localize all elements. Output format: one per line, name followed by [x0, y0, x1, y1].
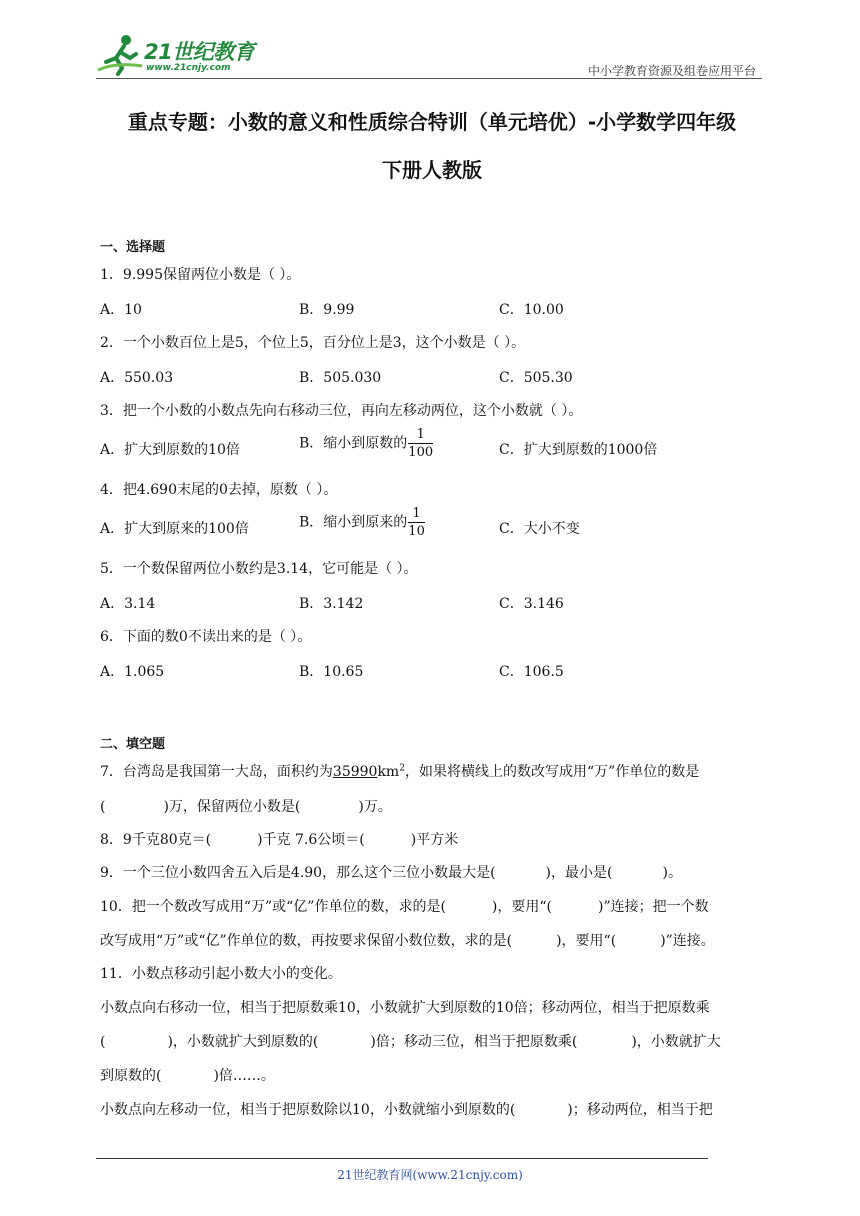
question-2-option-a: A．550.03 — [100, 370, 174, 386]
text: 改写成用“万”或“亿”作单位的数，再按要求保留小数位数，求的是( — [100, 933, 513, 949]
question-11-line5 — [100, 1099, 713, 1119]
text: )倍……。 — [213, 1068, 275, 1084]
logo-url: www.21cnjy.com — [146, 63, 231, 73]
question-2-stem: 2．一个小数百位上是5，个位上5，百分位上是3，这个小数是（ ）。 — [100, 335, 526, 351]
fraction-denominator: 100 — [408, 445, 434, 460]
logo-text: 21世纪教育 — [144, 40, 255, 64]
text: )平方米 — [410, 832, 459, 848]
text: )；移动两位，相当于把 — [567, 1102, 713, 1118]
text: )，小数就扩大到原数的( — [167, 1034, 319, 1050]
question-3-option-b-text: B．缩小到原数的 — [299, 435, 408, 452]
text: )，小数就扩大 — [631, 1034, 721, 1050]
question-7-line2 — [100, 796, 392, 816]
question-6-stem: 6．下面的数0不读出来的是（ ）。 — [100, 629, 312, 645]
question-4-option-a: A．扩大到原来的100倍 — [100, 521, 249, 537]
section-heading-choice: 一、选择题 — [100, 240, 166, 255]
question-11-line1: 11．小数点移动引起小数大小的变化。 — [100, 966, 342, 982]
text: 小数点向左移动一位，相当于把原数除以10，小数就缩小到原数的( — [100, 1102, 516, 1118]
text: )，要用“( — [491, 899, 552, 915]
unit: km — [377, 764, 400, 780]
question-6-option-a: A．1.065 — [100, 664, 165, 680]
text: 8．9千克80克＝( — [100, 832, 212, 848]
question-2-option-c: C．505.30 — [499, 370, 573, 386]
section-heading-fill: 二、填空题 — [100, 737, 166, 752]
text: )。 — [662, 865, 682, 881]
question-10-line1 — [100, 896, 709, 916]
question-9 — [100, 862, 682, 882]
superscript: 2 — [399, 763, 405, 774]
question-7-line1 — [100, 761, 699, 781]
footer-divider — [96, 1158, 708, 1159]
question-1-option-a: A．10 — [100, 302, 142, 318]
question-6-option-b: B．10.65 — [299, 664, 364, 680]
question-4-stem: 4．把4.690末尾的0去掉，原数（ ）。 — [100, 482, 338, 498]
question-1-option-c: C．10.00 — [499, 302, 564, 318]
runner-logo-icon — [96, 32, 144, 76]
text: 7．台湾岛是我国第一大岛，面积约为 — [100, 764, 333, 780]
text: )，要用“( — [556, 933, 617, 949]
question-5-stem: 5．一个数保留两位小数约是3.14，它可能是（ ）。 — [100, 561, 418, 577]
text: )倍；移动三位，相当于把原数乘( — [370, 1034, 578, 1050]
text: ( — [100, 799, 106, 815]
question-4-option-b-text: B．缩小到原来的 — [299, 514, 408, 531]
footer-link[interactable]: 21世纪教育网(www.21cnjy.com) — [337, 1168, 523, 1182]
question-3-option-a: A．扩大到原数的10倍 — [100, 442, 240, 458]
text: )万。 — [358, 799, 392, 815]
page-title-line1: 重点专题：小数的意义和性质综合特训（单元培优）-小学数学四年级 — [127, 110, 737, 134]
question-5-option-c: C．3.146 — [499, 596, 564, 612]
page-title-line2: 下册人教版 — [382, 158, 482, 182]
question-11-line2: 小数点向右移动一位，相当于把原数乘10，小数就扩大到原数的10倍；移动两位，相当于把原数乘 — [100, 1000, 710, 1016]
header-divider — [96, 78, 762, 79]
fraction-numerator: 1 — [408, 428, 433, 444]
fraction — [408, 428, 433, 459]
question-4-option-b — [299, 507, 425, 538]
text: )，最小是( — [545, 865, 613, 881]
text: 10．把一个数改写成用“万”或“亿”作单位的数，求的是( — [100, 899, 446, 915]
question-4-option-c: C．大小不变 — [499, 521, 580, 537]
fraction-denominator: 10 — [408, 524, 425, 539]
text: 9．一个三位小数四舍五入后是4.90，那么这个三位小数最大是( — [100, 865, 496, 881]
question-10-line2 — [100, 930, 715, 950]
fraction-numerator: 1 — [408, 507, 425, 523]
text: )万，保留两位小数是( — [163, 799, 301, 815]
question-8 — [100, 829, 458, 849]
text: )”连接；把一个数 — [598, 899, 709, 915]
question-3-option-c: C．扩大到原数的1000倍 — [499, 442, 658, 458]
question-5-option-b: B．3.142 — [299, 596, 364, 612]
question-1-stem: 1．9.995保留两位小数是（ ）。 — [100, 267, 301, 283]
text: ，如果将横线上的数改写成用“万”作单位的数是 — [404, 764, 700, 780]
fraction — [408, 507, 425, 538]
question-6-option-c: C．106.5 — [499, 664, 564, 680]
question-11-line3 — [100, 1031, 721, 1051]
question-2-option-b: B．505.030 — [299, 370, 382, 386]
question-3-option-b — [299, 428, 433, 459]
text: ( — [100, 1034, 106, 1050]
text: )千克 7.6公顷＝( — [257, 832, 365, 848]
platform-label: 中小学教育资源及组卷应用平台 — [587, 64, 756, 78]
text: 到原数的( — [100, 1068, 162, 1084]
logo — [96, 32, 258, 80]
text: )”连接。 — [660, 933, 715, 949]
question-5-option-a: A．3.14 — [100, 596, 156, 612]
question-1-option-b: B．9.99 — [299, 302, 355, 318]
underlined-number: 35990 — [332, 764, 378, 780]
question-11-line4 — [100, 1065, 275, 1085]
question-3-stem: 3．把一个小数的小数点先向右移动三位，再向左移动两位，这个小数就（ ）。 — [100, 403, 583, 419]
